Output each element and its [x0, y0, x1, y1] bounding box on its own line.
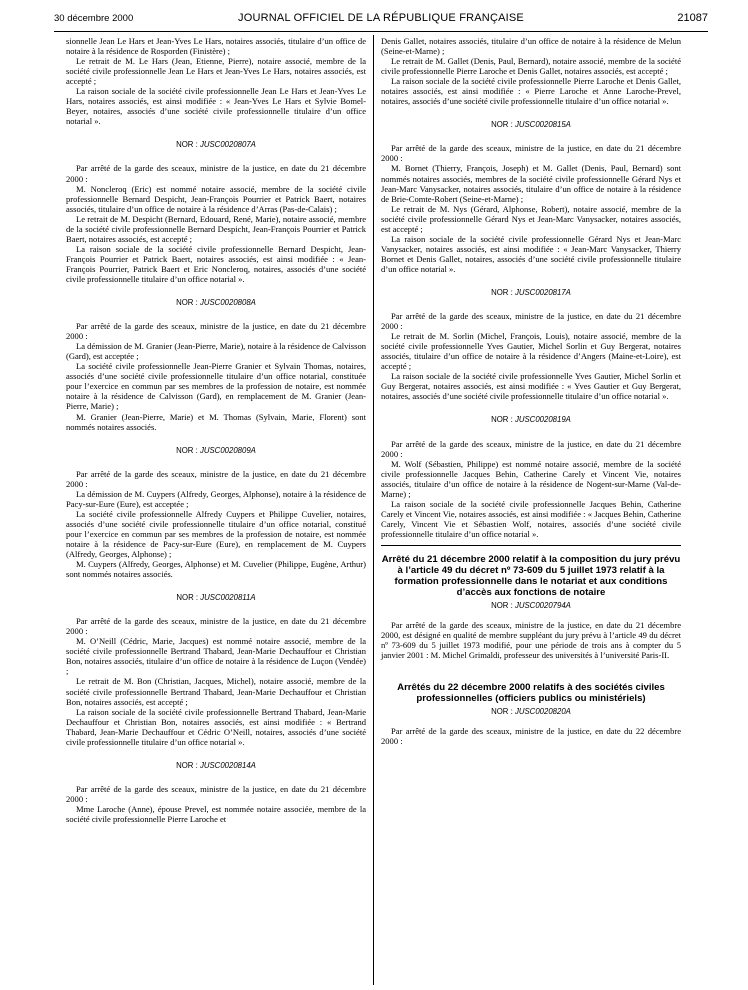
paragraph: Par arrêté de la garde des sceaux, ministre de la justice, en date du 21 décembre 2000 :: [66, 321, 366, 342]
nor-code: JUSC0020811A: [200, 593, 256, 603]
paragraph: La société civile professionnelle Jean-Pierre Granier et Sylvain Thomas, notaires, associés d’une société civile professionnelle titulaire d’un office notarial, constituée pour l’exercice en commun par ses membres de la profession de notaire, est nommée notaire à la résidence de Calvisson (Gard), en remplacement de M. Granier (Jean-Pierre, Marie) ;: [66, 361, 366, 412]
nor-code: JUSC0020808A: [199, 298, 256, 308]
nor-code: JUSC0020794A: [514, 600, 571, 610]
paragraph: La raison sociale de la société civile professionnelle Yves Gautier, Michel Sorlin et Guy Bergerat, notaires associés, est ainsi modifiée : « Yves Gautier et Guy Bergerat, notaires, associés d’une société civile professionnelle titulaire d’un office notarial ».: [381, 371, 681, 402]
paragraph: Par arrêté de la garde des sceaux, ministre de la justice, en date du 21 décembre 2000 :: [66, 783, 366, 804]
nor-label: NOR :: [491, 415, 513, 425]
paragraph: Le retrait de M. Nys (Gérard, Alphonse, Robert), notaire associé, membre de la société civile professionnelle Gérard Nys et Jean-Marc Vanysacker, notaires associés, est accepté ;: [381, 203, 681, 234]
nor-code: JUSC0020807A: [199, 140, 256, 150]
nor-code: JUSC0020815A: [514, 120, 571, 130]
column-divider: [373, 35, 374, 985]
nor-reference: [381, 601, 681, 611]
nor-code: JUSC0020819A: [514, 415, 571, 425]
right-column: [381, 36, 681, 746]
paragraph: Par arrêté de la garde des sceaux, ministre de la justice, en date du 21 décembre 2000 :: [381, 311, 681, 332]
nor-label: NOR :: [491, 287, 513, 297]
nor-label: NOR :: [176, 593, 199, 603]
nor-code: JUSC0020820A: [514, 707, 571, 717]
paragraph: M. Wolf (Sébastien, Philippe) est nommé notaire associé, membre de la société civile professionnelle Jacques Behin, Catherine Carely et Vincent Vie, notaires associés, titulaire d’un office de notaire à la résidence de Nogent-sur-Marne (Val-de-Marne) ;: [381, 458, 681, 499]
paragraph: La société civile professionnelle Alfredy Cuypers et Philippe Cuvelier, notaires, associés d’une société civile professionnelle titulaire d’un office notarial, constitué pour l’exercice en commun par ses membres de la profession de notaire, est nommée notaire à la résidence de Pacy-sur-Eure (Eure), en remplacement de M. Cuypers (Alfredy, Georges, Alphonse) ;: [66, 508, 366, 560]
paragraph: Le retrait de M. Bon (Christian, Jacques, Michel), notaire associé, membre de la société civile professionnelle Bertrand Thabard, Jean-Marie Dechauffour et Christian Bon, notaires associés, est accepté ;: [66, 676, 366, 707]
paragraph: Par arrêté de la garde des sceaux, ministre de la justice, en date du 22 décembre 2000 :: [381, 726, 681, 747]
nor-label: NOR :: [491, 120, 513, 130]
paragraph: Par arrêté de la garde des sceaux, ministre de la justice, en date du 21 décembre 2000 :: [66, 616, 366, 637]
paragraph: Le retrait de M. Gallet (Denis, Paul, Bernard), notaire associé, membre de la société civile professionnelle Pierre Laroche et Denis Gallet, notaires associés, est accepté ;: [381, 56, 681, 77]
nor-reference: [66, 298, 366, 308]
journal-title: JOURNAL OFFICIEL DE LA RÉPUBLIQUE FRANÇAISE: [238, 12, 524, 24]
paragraph: La raison sociale de la société civile professionnelle Bertrand Thabard, Jean-Marie Dechauffour et Christian Bon, notaires associés, est ainsi modifiée : « Bertrand Thabard, Jean-Marie Dechauffour et Cédric O’Neill, notaires, associés d’une société civile professionnelle titulaire d’un office notarial ».: [66, 706, 366, 747]
paragraph: La raison sociale de la société civile professionnelle Gérard Nys et Jean-Marc Vanysacker, notaires associés, est ainsi modifiée : « Jean-Marc Vanysacker, Thierry Bornet et Denis Gallet, notaires, associés d’une société civile professionnelle titulaire d’un office notarial ».: [381, 233, 681, 274]
paragraph: Le retrait de M. Despicht (Bernard, Edouard, René, Marie), notaire associé, membre de la société civile professionnelle Bernard Despicht, Jean-François Pourrier et Patrick Baert, notaires associés, est accepté ;: [66, 213, 366, 244]
header-rule: [54, 31, 708, 32]
nor-label: NOR :: [176, 298, 198, 308]
paragraph: M. Cuypers (Alfredy, Georges, Alphonse) et M. Cuvelier (Philippe, Eugène, Arthur) sont nommés notaires associés.: [66, 559, 366, 580]
nor-label: NOR :: [491, 707, 513, 717]
nor-code: JUSC0020814A: [199, 760, 256, 770]
paragraph: sionnelle Jean Le Hars et Jean-Yves Le Hars, notaires associés, titulaire d’un office de notaire à la résidence de Rosporden (Finistère) ;: [66, 36, 366, 57]
paragraph: Denis Gallet, notaires associés, titulaire d’un office de notaire à la résidence de Melun (Seine-et-Marne) ;: [381, 36, 681, 57]
page-header: [54, 9, 708, 29]
paragraph: M. Noncleroq (Eric) est nommé notaire associé, membre de la société civile professionnelle Bernard Despicht, Jean-François Pourrier et Patrick Baert, notaires associés, titulaire d’un office de notaire à la résidence d’Arras (Pas-de-Calais) ;: [66, 183, 366, 214]
nor-reference: [381, 415, 681, 425]
left-column: [66, 36, 366, 824]
paragraph: La raison sociale de la société civile professionnelle Jacques Behin, Catherine Carely et Vincent Vie, notaires associés, est ainsi modifiée : « Jacques Behin, Catherine Carely, Vincent Vie et Sébastien Wolf, notaires, associés d’une société civile professionnelle titulaire d’un office notarial ».: [381, 498, 681, 539]
page-number: 21087: [677, 12, 708, 24]
paragraph: La raison sociale de la société civile professionnelle Pierre Laroche et Denis Gallet, notaires associés, est ainsi modifiée : « Pierre Laroche et Anne Laroche-Prevel, notaires, associés d’une société civile professionnelle titulaire d’un office notarial ».: [381, 76, 681, 107]
nor-label: NOR :: [491, 600, 513, 610]
nor-label: NOR :: [176, 445, 198, 455]
header-date: 30 décembre 2000: [54, 13, 134, 24]
section-title: Arrêtés du 22 décembre 2000 relatifs à des sociétés civiles professionnelles (officiers publics ou ministériels): [397, 682, 665, 705]
paragraph: La démission de M. Granier (Jean-Pierre, Marie), notaire à la résidence de Calvisson (Gard), est acceptée ;: [66, 341, 366, 362]
paragraph: La raison sociale de la société civile professionnelle Jean Le Hars et Jean-Yves Le Hars, notaires associés, est ainsi modifiée : « Jean-Yves Le Hars et Sylvie Bomel-Beyer, notaires, associés d’une société civile professionnelle titulaire d’un office notarial ».: [66, 86, 366, 127]
paragraph: Par arrêté de la garde des sceaux, ministre de la justice, en date du 21 décembre 2000 :: [66, 163, 366, 184]
paragraph: Par arrêté de la garde des sceaux, ministre de la justice, en date du 21 décembre 2000 :: [66, 468, 366, 489]
nor-reference: [66, 761, 366, 771]
section-title: Arrêté du 21 décembre 2000 relatif à la composition du jury prévu à l’article 49 du décret nº 73-609 du 5 juillet 1973 relatif à la formation professionnelle dans le notariat et aux conditions d’accès aux fonctions de notaire: [381, 553, 681, 598]
nor-reference: [381, 288, 681, 298]
paragraph: Par arrêté de la garde des sceaux, ministre de la justice, en date du 21 décembre 2000 :: [381, 438, 681, 459]
paragraph: Par arrêté de la garde des sceaux, ministre de la justice, en date du 21 décembre 2000, est désigné en qualité de membre suppléant du jury prévu à l’article 49 du décret nº 73-609 du 5 juillet 1973 modifié, pour une période de trois ans à compter du 5 janvier 2001 : M. Michel Grimaldi, professeur des universités à l’université Paris-II.: [381, 620, 681, 661]
nor-reference: [66, 593, 366, 603]
nor-code: JUSC0020809A: [199, 445, 256, 455]
paragraph: M. O’Neill (Cédric, Marie, Jacques) est nommé notaire associé, membre de la société civile professionnelle Bertrand Thabard, Jean-Marie Dechauffour et Christian Bon, notaires associés, titulaire d’un office de notaire à la résidence de Luçon (Vendée) ;: [66, 636, 366, 677]
paragraph: Le retrait de M. Le Hars (Jean, Etienne, Pierre), notaire associé, membre de la société civile professionnelle Jean Le Hars et Jean-Yves Le Hars, notaires associés, est accepté ;: [66, 56, 366, 87]
paragraph: Par arrêté de la garde des sceaux, ministre de la justice, en date du 21 décembre 2000 :: [381, 143, 681, 164]
nor-reference: [381, 120, 681, 130]
nor-reference: [66, 446, 366, 456]
paragraph: La démission de M. Cuypers (Alfredy, Georges, Alphonse), notaire à la résidence de Pacy-sur-Eure (Eure), est acceptée ;: [66, 488, 366, 509]
nor-reference: [66, 140, 366, 150]
nor-code: JUSC0020817A: [514, 287, 571, 297]
nor-label: NOR :: [176, 140, 198, 150]
paragraph: M. Bornet (Thierry, François, Joseph) et M. Gallet (Denis, Paul, Bernard) sont nommés notaires associés, membres de la société civile professionnelle Gérard Nys et Jean-Marc Vanysacker, notaires associés, titulaire d’un office de notaire à la résidence de Brie-Comte-Robert (Seine-et-Marne) ;: [381, 163, 681, 204]
section-rule: [381, 545, 681, 546]
paragraph: M. Granier (Jean-Pierre, Marie) et M. Thomas (Sylvain, Marie, Florent) sont nommés notaires associés.: [66, 411, 366, 432]
paragraph: La raison sociale de la société civile professionnelle Bernard Despicht, Jean-François Pourrier et Patrick Baert, notaires associés, est ainsi modifiée : « Jean-François Pourrier, Patrick Baert et Eric Noncleroq, notaires, associés d’une société civile professionnelle titulaire d’un office notarial ».: [66, 243, 366, 284]
paragraph: Mme Laroche (Anne), épouse Prevel, est nommée notaire associée, membre de la société civile professionnelle Pierre Laroche et: [66, 803, 366, 824]
spacer: [381, 660, 681, 680]
nor-reference: [381, 707, 681, 717]
nor-label: NOR :: [176, 760, 198, 770]
paragraph: Le retrait de M. Sorlin (Michel, François, Louis), notaire associé, membre de la société civile professionnelle Yves Gautier, Michel Sorlin et Guy Bergerat, notaires associés, titulaire d’un office de notaire à la résidence d’Angers (Maine-et-Loire), est accepté ;: [381, 331, 681, 372]
